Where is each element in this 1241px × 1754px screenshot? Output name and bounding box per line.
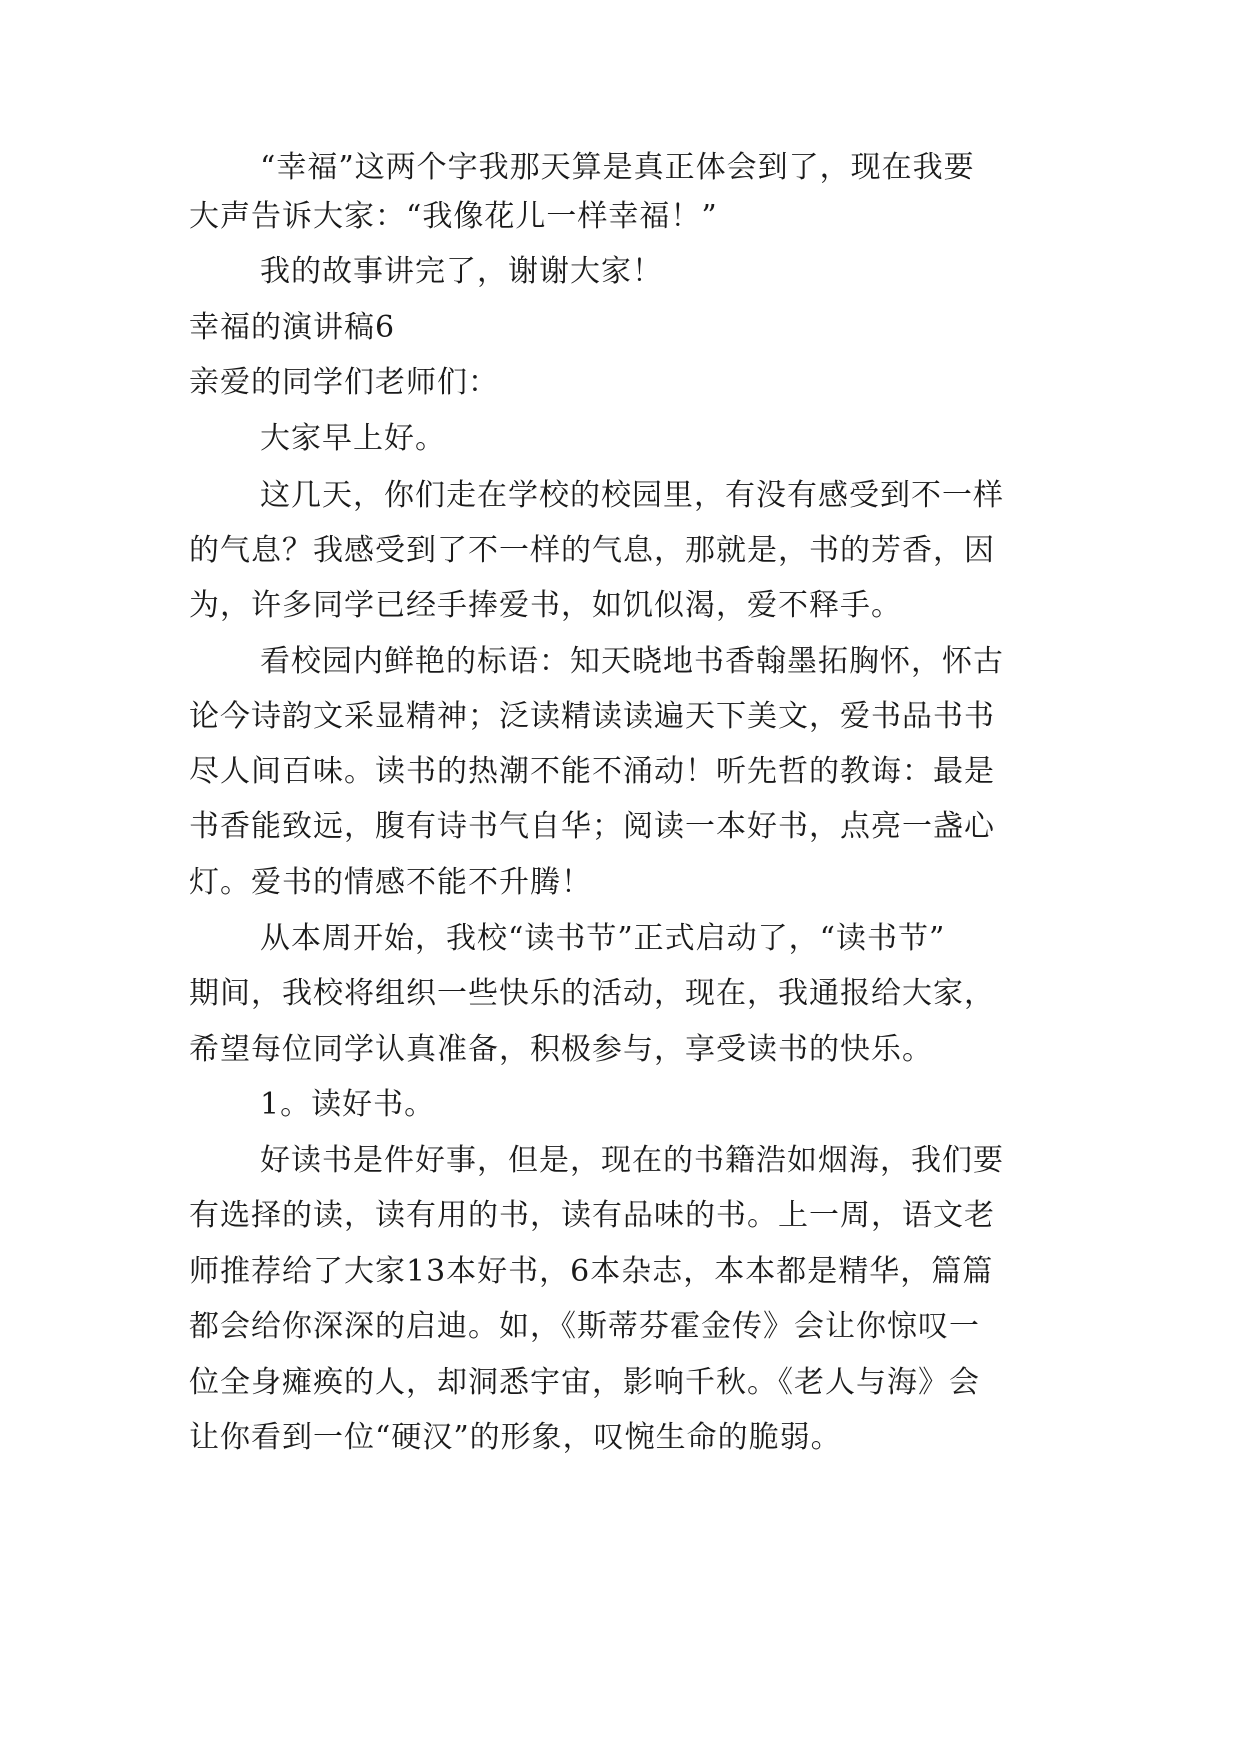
list-item: 1。读好书。 — [260, 1087, 436, 1122]
text-line: “幸福”这两个字我那天算是真正体会到了，现在我要 — [260, 150, 975, 185]
text-line: 看校园内鲜艳的标语：知天晓地书香翰墨拓胸怀，怀古 — [260, 644, 1004, 679]
text-line: 大家早上好。 — [260, 421, 446, 456]
text-line: 灯。爱书的情感不能不升腾！ — [189, 865, 592, 900]
text-line: 希望每位同学认真准备，积极参与，享受读书的快乐。 — [189, 1032, 933, 1067]
section-heading: 幸福的演讲稿6 — [189, 310, 396, 345]
text-line: 大声告诉大家：“我像花儿一样幸福！” — [189, 199, 718, 234]
text-line: 我的故事讲完了，谢谢大家！ — [260, 254, 663, 289]
text-line: 都会给你深深的启迪。如，《斯蒂芬霍金传》会让你惊叹一 — [189, 1309, 980, 1344]
text-line: 这几天，你们走在学校的校园里，有没有感受到不一样 — [260, 478, 1004, 513]
text-line: 师推荐给了大家13本好书，6本杂志，本本都是精华，篇篇 — [189, 1254, 994, 1289]
text-line: 论今诗韵文采显精神；泛读精读读遍天下美文，爱书品书书 — [189, 699, 995, 734]
text-line: 好读书是件好事，但是，现在的书籍浩如烟海，我们要 — [260, 1143, 1004, 1178]
text-line: 期间，我校将组织一些快乐的活动，现在，我通报给大家， — [189, 976, 995, 1011]
text-line: 书香能致远，腹有诗书气自华；阅读一本好书，点亮一盏心 — [189, 809, 995, 844]
text-line: 让你看到一位“硬汉”的形象，叹惋生命的脆弱。 — [189, 1420, 842, 1455]
text-line: 尽人间百味。读书的热潮不能不涌动！听先哲的教诲：最是 — [189, 754, 995, 789]
text-line: 有选择的读，读有用的书，读有品味的书。上一周，语文老 — [189, 1198, 995, 1233]
text-line: 从本周开始，我校“读书节”正式启动了，“读书节” — [260, 921, 946, 956]
text-line: 为，许多同学已经手捧爱书，如饥似渴，爱不释手。 — [189, 588, 902, 623]
salutation: 亲爱的同学们老师们： — [189, 365, 499, 400]
text-line: 的气息？我感受到了不一样的气息，那就是，书的芳香，因 — [189, 533, 995, 568]
text-line: 位全身瘫痪的人，却洞悉宇宙，影响千秋。《老人与海》会 — [189, 1365, 980, 1400]
